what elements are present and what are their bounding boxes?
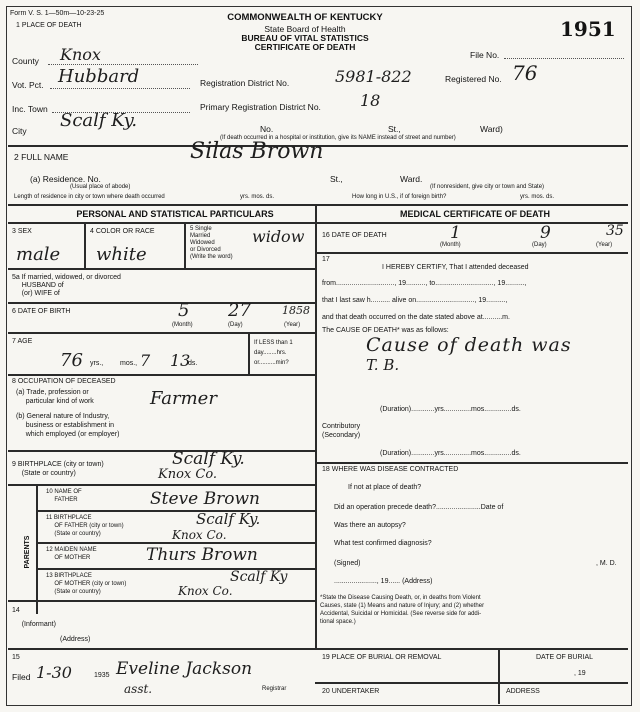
- ward-label: Ward): [480, 124, 503, 134]
- father-name-value: Steve Brown: [150, 489, 260, 509]
- autopsy-line: Was there an autopsy?: [334, 522, 406, 529]
- cause-value-2: T. B.: [366, 356, 400, 374]
- filed-value: 1-30: [36, 663, 72, 682]
- dob-day: 27: [228, 300, 251, 321]
- primary-reg-label: Primary Registration District No.: [200, 102, 321, 112]
- st-label: St.,: [388, 124, 401, 134]
- residence-label: (a) Residence. No.: [30, 174, 101, 184]
- cause-label: The CAUSE OF DEATH* was as follows:: [322, 327, 449, 334]
- death-day: 9: [540, 223, 551, 243]
- how-long: How long in U.S., if of foreign birth?: [352, 194, 447, 200]
- hospital-note: (If death occurred in a hospital or institution, give its NAME instead of street and number): [220, 135, 456, 141]
- num-15: 15: [12, 654, 20, 661]
- how-long-yrs: yrs. mos. ds.: [520, 194, 555, 200]
- marital-label: 5 Single Married Widowed or Divorced (Write the word): [190, 226, 233, 260]
- reg-district-value: 5981-822: [335, 67, 412, 86]
- full-name-value: Silas Brown: [190, 139, 324, 164]
- mother-name-label: 12 MAIDEN NAME OF MOTHER: [46, 547, 97, 561]
- filed-label: Filed: [12, 672, 31, 682]
- color-label: 4 COLOR OR RACE: [90, 228, 155, 235]
- nonresident-note: (If nonresident, give city or town and State): [430, 184, 545, 190]
- mother-name-value: Thurs Brown: [146, 545, 258, 565]
- if-less-label: If LESS than 1 day........hrs. or..........min?: [254, 340, 293, 366]
- year-stamp: 1951: [560, 17, 616, 41]
- personal-header: PERSONAL AND STATISTICAL PARTICULARS: [76, 209, 274, 219]
- occupation-value: Farmer: [150, 388, 217, 409]
- duration-line-2: (Duration)............yrs..............mos..............ds.: [380, 450, 521, 457]
- dob-day-lbl: (Day): [228, 322, 243, 328]
- age-yrs-lbl: yrs.,: [90, 360, 104, 367]
- father-birth-value-2: Knox Co.: [172, 528, 227, 542]
- cause-value: Cause of death was: [366, 334, 572, 356]
- test-confirmed-line: What test confirmed diagnosis?: [334, 540, 432, 547]
- death-month-lbl: (Month): [440, 242, 461, 248]
- duration-line: (Duration)............yrs..............mos..............ds.: [380, 406, 521, 413]
- birthplace-value-2: Knox Co.: [158, 467, 218, 482]
- sex-label: 3 SEX: [12, 228, 32, 235]
- length-residence: Length of residence in city or town where death occurred: [14, 194, 165, 200]
- dob-year: 1858: [282, 304, 310, 317]
- state-title: COMMONWEALTH OF KENTUCKY: [227, 12, 383, 23]
- md-label: , M. D.: [596, 560, 617, 567]
- board-title: State Board of Health: [264, 24, 346, 34]
- mother-birth-label: 13 BIRTHPLACE OF MOTHER (city or town) (State or country): [46, 573, 127, 595]
- death-day-lbl: (Day): [532, 242, 547, 248]
- birthplace-value: Scalf Ky.: [172, 449, 245, 469]
- primary-reg-value: 18: [360, 91, 381, 110]
- occupation-a: (a) Trade, profession or particular kind of work: [16, 389, 94, 405]
- informant-label: 14 (Informant): [12, 607, 56, 628]
- date-death-label: 16 DATE OF DEATH: [322, 232, 387, 239]
- age-mos-lbl: mos.,: [120, 360, 138, 367]
- vot-pct-value: Hubbard: [58, 66, 140, 87]
- address-label-2: ADDRESS: [506, 688, 540, 695]
- age-ds-lbl: ds.: [188, 360, 198, 367]
- dob-month-lbl: (Month): [172, 322, 193, 328]
- dob-label: 6 DATE OF BIRTH: [12, 308, 71, 315]
- mother-birth-value-2: Knox Co.: [178, 584, 233, 598]
- residence-ward: Ward.: [400, 174, 423, 184]
- informant-address-label: (Address): [60, 636, 91, 643]
- registrar-value: Eveline Jackson: [116, 659, 253, 679]
- birthplace-label: 9 BIRTHPLACE (city or town) (State or country): [12, 461, 104, 477]
- medical-header: MEDICAL CERTIFICATE OF DEATH: [400, 209, 550, 219]
- county-label: County: [12, 56, 39, 66]
- registrar-label: Registrar: [262, 686, 287, 692]
- contributory-label: Contributory (Secondary): [322, 423, 361, 439]
- filed-year: 1935: [94, 672, 110, 679]
- bureau-title: BUREAU OF VITAL STATISTICS: [241, 33, 369, 43]
- form-id: Form V. S. 1—50m—10-23-25: [10, 10, 105, 17]
- burial-year: , 19: [574, 670, 586, 677]
- undertaker-label: 20 UNDERTAKER: [322, 688, 380, 695]
- length-yrs: yrs. mos. ds.: [240, 194, 275, 200]
- age-months: 7: [140, 351, 151, 370]
- occupation-b: (b) General nature of Industry, business or establishment in which employed (or employer): [16, 413, 120, 438]
- dob-year-lbl: (Year): [284, 322, 301, 328]
- file-no-label: File No.: [470, 50, 500, 60]
- vot-pct-label: Vot. Pct.: [12, 80, 44, 90]
- sex-value: male: [16, 244, 61, 265]
- father-birth-label: 11 BIRTHPLACE OF FATHER (city or town) (State or country): [46, 515, 124, 537]
- spouse-label: 5a If married, widowed, or divorced HUSBAND of (or) WIFE of: [12, 274, 121, 297]
- registrar-asst: asst.: [124, 682, 153, 696]
- registered-value: 76: [512, 61, 538, 85]
- death-year-lbl: (Year): [596, 242, 613, 248]
- parents-label: PARENTS: [24, 535, 31, 569]
- city-value: Scalf Ky.: [60, 110, 138, 131]
- registered-label: Registered No.: [445, 74, 502, 84]
- date-address: ......................, 19...... (Address): [334, 578, 433, 585]
- residence-st: St.,: [330, 174, 343, 184]
- reg-district-label: Registration District No.: [200, 78, 290, 88]
- full-name-label: 2 FULL NAME: [14, 152, 69, 162]
- burial-place-label: 19 PLACE OF BURIAL OR REMOVAL: [322, 654, 442, 661]
- death-year: 35: [606, 223, 624, 239]
- certify-text: I HEREBY CERTIFY, That I attended deceased: [382, 264, 529, 271]
- death-month: 1: [450, 223, 461, 243]
- father-name-label: 10 NAME OF FATHER: [46, 489, 82, 503]
- state-disease-note: *State the Disease Causing Death, or, in deaths from Violent Causes, state (1) Means and nature of Injury; and (2) whether Accidental, Suicidal or Homicidal. (See reverse side for addi- tional space.): [320, 595, 485, 625]
- burial-date-label: DATE OF BURIAL: [536, 654, 594, 661]
- dob-month: 5: [178, 300, 190, 321]
- certificate-title: CERTIFICATE OF DEATH: [254, 42, 356, 52]
- outer-border: [6, 6, 632, 706]
- place-of-death-header: 1 PLACE OF DEATH: [16, 22, 82, 29]
- age-years: 76: [60, 350, 83, 371]
- no-label: No.: [260, 124, 274, 134]
- signed-label: (Signed): [334, 560, 361, 567]
- usual-place-note: (Usual place of abode): [70, 184, 131, 190]
- from-line: from.............................., 19.........., to.............................., 19..........,: [322, 280, 527, 287]
- not-at-place: If not at place of death?: [348, 484, 422, 491]
- operation-line: Did an operation precede death?.......................Date of: [334, 504, 504, 511]
- mother-birth-value: Scalf Ky: [230, 569, 288, 585]
- city-label: City: [12, 126, 27, 136]
- occurred-line: and that death occurred on the date stated above at..........m.: [322, 314, 510, 321]
- age-days: 13: [170, 351, 191, 370]
- marital-value: widow: [252, 227, 305, 246]
- where-contracted: 18 WHERE WAS DISEASE CONTRACTED: [322, 466, 459, 473]
- county-value: Knox: [60, 45, 101, 64]
- color-value: white: [96, 244, 147, 265]
- age-label: 7 AGE: [12, 338, 33, 345]
- inc-town-label: Inc. Town: [12, 104, 48, 114]
- father-birth-value: Scalf Ky.: [196, 510, 261, 528]
- last-saw-line: that I last saw h.......... alive on.............................., 19..........,: [322, 297, 508, 304]
- occupation-label: 8 OCCUPATION OF DECEASED: [12, 378, 116, 385]
- num-17: 17: [322, 256, 330, 263]
